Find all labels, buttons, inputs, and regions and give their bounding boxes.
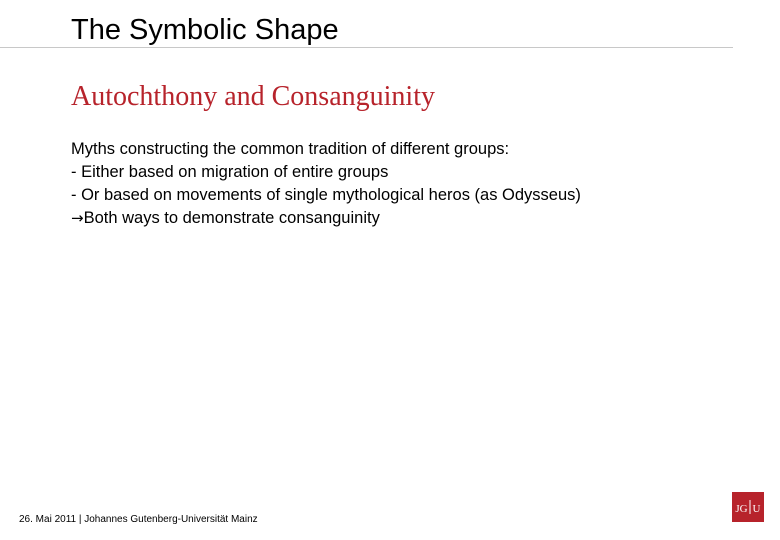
title-divider xyxy=(0,47,733,48)
body-line-1: Myths constructing the common tradition of different groups: xyxy=(71,140,510,158)
conclusion-text: Both ways to demonstrate consanguinity xyxy=(83,209,380,227)
arrow-right-icon: → xyxy=(71,209,84,227)
university-logo-icon xyxy=(732,492,764,522)
logo-text-left: JG xyxy=(735,503,748,515)
slide-subtitle: Autochthony and Consanguinity xyxy=(71,81,435,112)
body-line-2: - Either based on migration of entire groups xyxy=(71,163,389,181)
slide-title: The Symbolic Shape xyxy=(71,14,339,46)
logo-text-right: U xyxy=(752,503,761,515)
slide-body xyxy=(71,138,591,230)
conclusion-line xyxy=(71,207,591,230)
body-line-3: - Or based on movements of single mythological heros (as Odysseus) xyxy=(71,186,581,204)
slide-footer: 26. Mai 2011 | Johannes Gutenberg-Universität Mainz xyxy=(19,514,258,525)
